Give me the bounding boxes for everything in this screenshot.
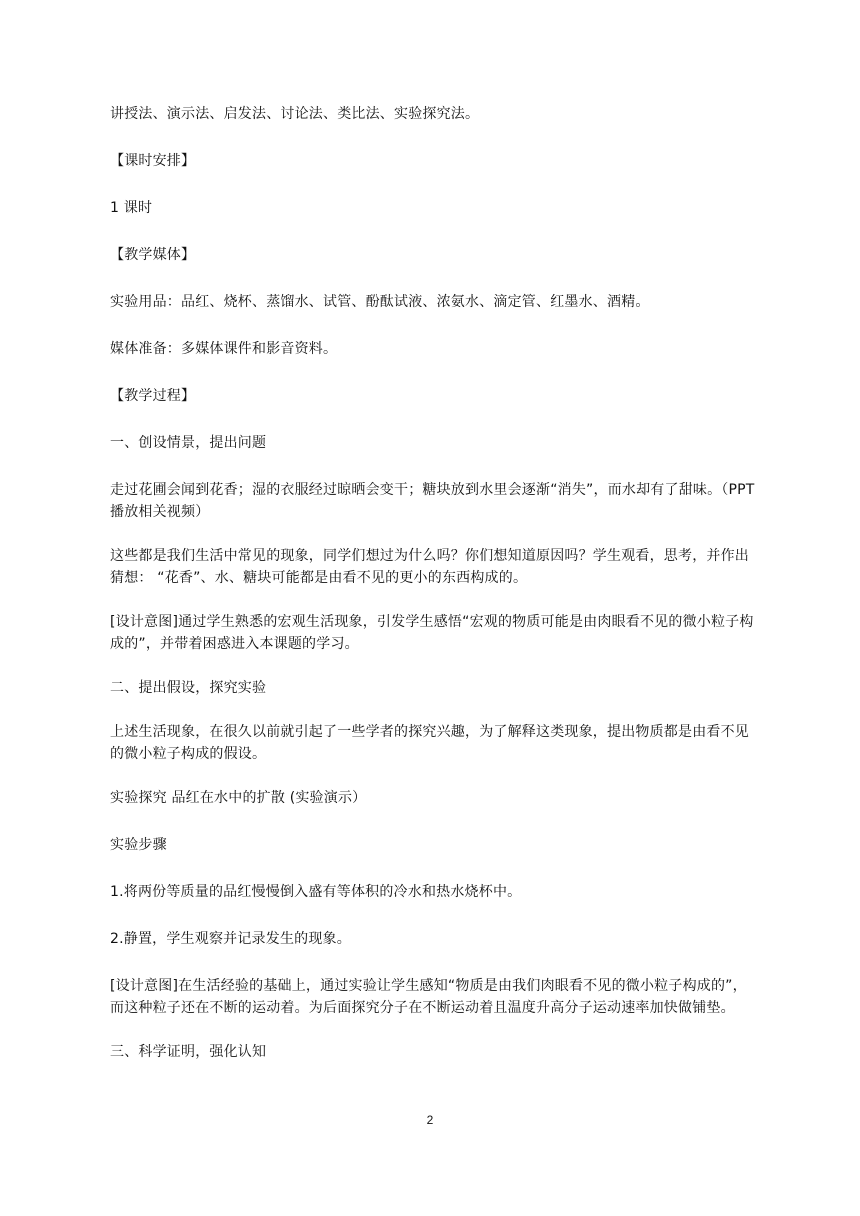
section-heading-teaching-media: 【教学媒体】	[110, 247, 196, 263]
subheading-hypothesis-experiment: 二、提出假设，探究实验	[110, 680, 267, 696]
teaching-methods-text: 讲授法、演示法、启发法、讨论法、类比法、实验探究法。	[110, 106, 480, 122]
experiment-supplies-text: 实验用品：品红、烧杯、蒸馏水、试管、酚酞试液、浓氨水、滴定管、红墨水、酒精。	[110, 294, 650, 310]
document-body	[110, 103, 760, 1063]
experiment-step-1: 1.将两份等质量的品红慢慢倒入盛有等体积的冷水和热水烧杯中。	[110, 884, 522, 900]
hypothesis-text: 上述生活现象，在很久以前就引起了一些学者的探究兴趣，为了解释这类现象，提出物质都是由看不见的微小粒子构成的假设。	[110, 724, 749, 762]
design-intent-text-2: [设计意图]在生活经验的基础上，通过实验让学生感知“物质是由我们肉眼看不见的微小粒子构成的”，而这种粒子还在不断的运动着。为后面探究分子在不断运动着且温度升高分子运动速率加快做铺垫。	[110, 978, 747, 1016]
subheading-create-scenario: 一、创设情景，提出问题	[110, 435, 267, 451]
experiment-steps-label: 实验步骤	[110, 837, 167, 853]
student-guess-text: 这些都是我们生活中常见的现象，同学们想过为什么吗？你们想知道原因吗？学生观看，思考，并作出猜想： “花香”、水、糖块可能都是由看不见的更小的东西构成的。	[110, 548, 749, 586]
section-heading-teaching-process: 【教学过程】	[110, 388, 196, 404]
lesson-count-text: 1 课时	[110, 200, 153, 216]
page-number: 2	[426, 1113, 434, 1127]
media-preparation-text: 媒体准备：多媒体课件和影音资料。	[110, 341, 338, 357]
experiment-step-2: 2.静置，学生观察并记录发生的现象。	[110, 931, 351, 947]
subheading-scientific-proof: 三、科学证明，强化认知	[110, 1044, 267, 1060]
scenario-description-text: 走过花圃会闻到花香；湿的衣服经过晾晒会变干；糖块放到水里会逐渐“消失”，而水却有了甜味。（PPT 播放相关视频）	[110, 482, 755, 520]
design-intent-text-1: [设计意图]通过学生熟悉的宏观生活现象，引发学生感悟“宏观的物质可能是由肉眼看不见的微小粒子构成的”，并带着困惑进入本课题的学习。	[110, 614, 754, 652]
section-heading-lesson-arrangement: 【课时安排】	[110, 153, 196, 169]
experiment-title: 实验探究 品红在水中的扩散 (实验演示）	[110, 790, 367, 806]
